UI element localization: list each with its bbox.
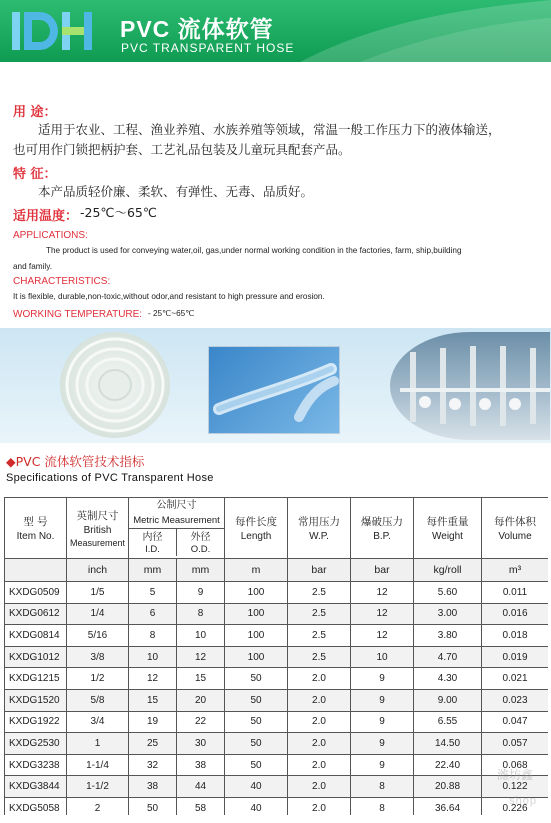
table-cell-length: 100 (225, 582, 288, 604)
table-cell-inch: 1/5 (67, 582, 129, 604)
table-cell-weight: 3.00 (414, 603, 482, 625)
table-cell-inch: 5/8 (67, 689, 129, 711)
header-title-en: PVC TRANSPARENT HOSE (121, 41, 295, 55)
table-cell-inch: 1-1/4 (67, 754, 129, 776)
table-cell-wp: 2.5 (288, 603, 351, 625)
table-cell-length: 40 (225, 797, 288, 815)
table-cell-weight: 20.88 (414, 776, 482, 798)
table-row (5, 733, 549, 755)
spec-table-wrap (4, 497, 548, 815)
table-cell-id: 6 (129, 603, 177, 625)
table-cell-item: KXDG2530 (5, 733, 67, 755)
table-cell-weight: 36.64 (414, 797, 482, 815)
spec-table-body (5, 582, 549, 816)
table-cell-bp: 10 (351, 646, 414, 668)
characteristics-heading: CHARACTERISTICS: (13, 276, 111, 287)
table-cell-bp: 9 (351, 733, 414, 755)
characteristics-text: It is flexible, durable,non-toxic,without odor,and resistant to high pressure and erosion. (13, 292, 325, 301)
table-row (5, 582, 549, 604)
equipment-illustration (390, 332, 550, 440)
table-cell-bp: 9 (351, 668, 414, 690)
table-cell-volume: 0.057 (482, 733, 549, 755)
table-cell-length: 50 (225, 733, 288, 755)
table-cell-od: 38 (177, 754, 225, 776)
spec-title-cn: ◆PVC 流体软管技术指标 (6, 454, 145, 469)
table-cell-bp: 12 (351, 582, 414, 604)
header-banner (0, 0, 551, 62)
table-cell-weight: 4.30 (414, 668, 482, 690)
header-od: 外径 O.D. (190, 532, 211, 555)
table-row (5, 603, 549, 625)
table-cell-inch: 1-1/2 (67, 776, 129, 798)
coil-illustration (60, 332, 170, 438)
table-row (5, 754, 549, 776)
table-cell-item: KXDG3238 (5, 754, 67, 776)
table-cell-length: 50 (225, 668, 288, 690)
working-temp-value: - 25℃~65℃ (148, 309, 195, 318)
usage-heading: 用 途： (13, 105, 57, 120)
applications-heading: APPLICATIONS: (13, 230, 88, 241)
table-cell-inch: 3/8 (67, 646, 129, 668)
table-cell-wp: 2.0 (288, 711, 351, 733)
table-cell-inch: 2 (67, 797, 129, 815)
table-cell-id: 19 (129, 711, 177, 733)
table-cell-wp: 2.0 (288, 689, 351, 711)
table-cell-length: 50 (225, 689, 288, 711)
unit-length: m (225, 559, 288, 582)
header-length: 每件长度 Length (225, 498, 288, 559)
header-title-cn: PVC 流体软管 (120, 16, 274, 42)
table-cell-inch: 5/16 (67, 625, 129, 647)
table-cell-od: 30 (177, 733, 225, 755)
header-metric: 公制尺寸 Metric Measurement 内径 I.D. 外径 O.D. (129, 498, 225, 559)
watermark-cn: 潍坊鑫 (496, 768, 533, 782)
milking-equipment-image (390, 332, 550, 440)
unit-id: mm (129, 559, 177, 582)
table-row (5, 668, 549, 690)
table-cell-length: 100 (225, 603, 288, 625)
table-cell-id: 5 (129, 582, 177, 604)
table-cell-item: KXDG5058 (5, 797, 67, 815)
table-cell-item: KXDG3844 (5, 776, 67, 798)
table-cell-weight: 6.55 (414, 711, 482, 733)
units-row (5, 559, 549, 582)
table-row (5, 797, 549, 815)
table-cell-wp: 2.0 (288, 754, 351, 776)
table-cell-od: 12 (177, 646, 225, 668)
unit-volume: m³ (482, 559, 549, 582)
table-cell-volume: 0.018 (482, 625, 549, 647)
header-volume: 每件体积 Volume (482, 498, 549, 559)
table-cell-item: KXDG1012 (5, 646, 67, 668)
watermark-en: shop (509, 795, 537, 807)
table-cell-item: KXDG0612 (5, 603, 67, 625)
table-cell-item: KXDG1922 (5, 711, 67, 733)
tube-illustration (209, 347, 339, 433)
table-cell-inch: 1/2 (67, 668, 129, 690)
table-cell-id: 12 (129, 668, 177, 690)
table-cell-length: 50 (225, 754, 288, 776)
header-weight: 每件重量 Weight (414, 498, 482, 559)
table-cell-weight: 14.50 (414, 733, 482, 755)
table-cell-item: KXDG1215 (5, 668, 67, 690)
unit-item (5, 559, 67, 582)
working-temp-heading: WORKING TEMPERATURE: (13, 309, 143, 320)
table-cell-weight: 4.70 (414, 646, 482, 668)
table-cell-od: 9 (177, 582, 225, 604)
usage-text-2: 也可用作门锁把柄护套、工艺礼品包装及儿童玩具配套产品。 (13, 142, 351, 157)
table-cell-wp: 2.0 (288, 797, 351, 815)
table-cell-inch: 1 (67, 733, 129, 755)
table-cell-volume: 0.021 (482, 668, 549, 690)
table-cell-id: 50 (129, 797, 177, 815)
table-row (5, 776, 549, 798)
unit-wp: bar (288, 559, 351, 582)
table-cell-item: KXDG0509 (5, 582, 67, 604)
clear-tube-image (208, 346, 340, 434)
feature-text: 本产品质轻价廉、柔软、有弹性、无毒、品质好。 (38, 184, 314, 199)
table-cell-wp: 2.0 (288, 668, 351, 690)
header-id: 内径 I.D. (129, 529, 177, 556)
table-cell-volume: 0.023 (482, 689, 549, 711)
feature-heading: 特 征： (13, 167, 57, 182)
spec-table (4, 497, 548, 815)
table-cell-bp: 12 (351, 625, 414, 647)
header-wp: 常用压力 W.P. (288, 498, 351, 559)
table-cell-volume: 0.019 (482, 646, 549, 668)
table-cell-volume: 0.226 (482, 797, 549, 815)
table-row (5, 711, 549, 733)
table-cell-bp: 12 (351, 603, 414, 625)
photo-strip (0, 328, 551, 443)
table-row (5, 646, 549, 668)
header-bp: 爆破压力 B.P. (351, 498, 414, 559)
table-cell-bp: 9 (351, 711, 414, 733)
table-cell-volume: 0.122 (482, 776, 549, 798)
table-cell-id: 38 (129, 776, 177, 798)
table-cell-od: 8 (177, 603, 225, 625)
table-cell-od: 10 (177, 625, 225, 647)
table-cell-weight: 22.40 (414, 754, 482, 776)
table-cell-id: 25 (129, 733, 177, 755)
table-row (5, 625, 549, 647)
table-cell-od: 44 (177, 776, 225, 798)
table-cell-length: 100 (225, 625, 288, 647)
table-cell-volume: 0.011 (482, 582, 549, 604)
table-cell-id: 15 (129, 689, 177, 711)
unit-british: inch (67, 559, 129, 582)
table-row (5, 689, 549, 711)
table-cell-wp: 2.5 (288, 646, 351, 668)
unit-od: mm (177, 559, 225, 582)
table-cell-length: 100 (225, 646, 288, 668)
table-cell-od: 20 (177, 689, 225, 711)
table-cell-wp: 2.5 (288, 582, 351, 604)
table-cell-wp: 2.0 (288, 733, 351, 755)
brand-logo-icon (10, 8, 98, 54)
table-cell-weight: 9.00 (414, 689, 482, 711)
table-cell-inch: 1/4 (67, 603, 129, 625)
spec-title-en: Specifications of PVC Transparent Hose (6, 472, 214, 484)
table-cell-item: KXDG0814 (5, 625, 67, 647)
header-british: 英制尺寸 British Measurement (67, 498, 129, 559)
table-cell-inch: 3/4 (67, 711, 129, 733)
table-cell-bp: 9 (351, 754, 414, 776)
table-cell-volume: 0.068 (482, 754, 549, 776)
table-cell-bp: 9 (351, 689, 414, 711)
table-cell-wp: 2.0 (288, 776, 351, 798)
table-cell-id: 8 (129, 625, 177, 647)
table-cell-volume: 0.047 (482, 711, 549, 733)
applications-text-1: The product is used for conveying water,oil, gas,under normal working condition in the factories, farm, ship,building (46, 246, 462, 255)
table-cell-wp: 2.5 (288, 625, 351, 647)
table-cell-weight: 5.60 (414, 582, 482, 604)
unit-weight: kg/roll (414, 559, 482, 582)
table-cell-id: 10 (129, 646, 177, 668)
temp-heading: 适用温度： (13, 209, 79, 224)
unit-bp: bar (351, 559, 414, 582)
table-cell-bp: 8 (351, 776, 414, 798)
table-cell-id: 32 (129, 754, 177, 776)
table-cell-bp: 8 (351, 797, 414, 815)
table-cell-length: 50 (225, 711, 288, 733)
temp-value: -25℃～65℃ (80, 205, 157, 220)
usage-text-1: 适用于农业、工程、渔业养殖、水族养殖等领域，常温一般工作压力下的液体输送， (38, 122, 501, 137)
table-cell-od: 58 (177, 797, 225, 815)
table-cell-volume: 0.016 (482, 603, 549, 625)
table-cell-od: 22 (177, 711, 225, 733)
table-cell-item: KXDG1520 (5, 689, 67, 711)
table-cell-length: 40 (225, 776, 288, 798)
header-item: 型 号 Item No. (5, 498, 67, 559)
table-cell-weight: 3.80 (414, 625, 482, 647)
coiled-hose-image (60, 332, 170, 438)
table-cell-od: 15 (177, 668, 225, 690)
applications-text-2: and family. (13, 262, 52, 271)
